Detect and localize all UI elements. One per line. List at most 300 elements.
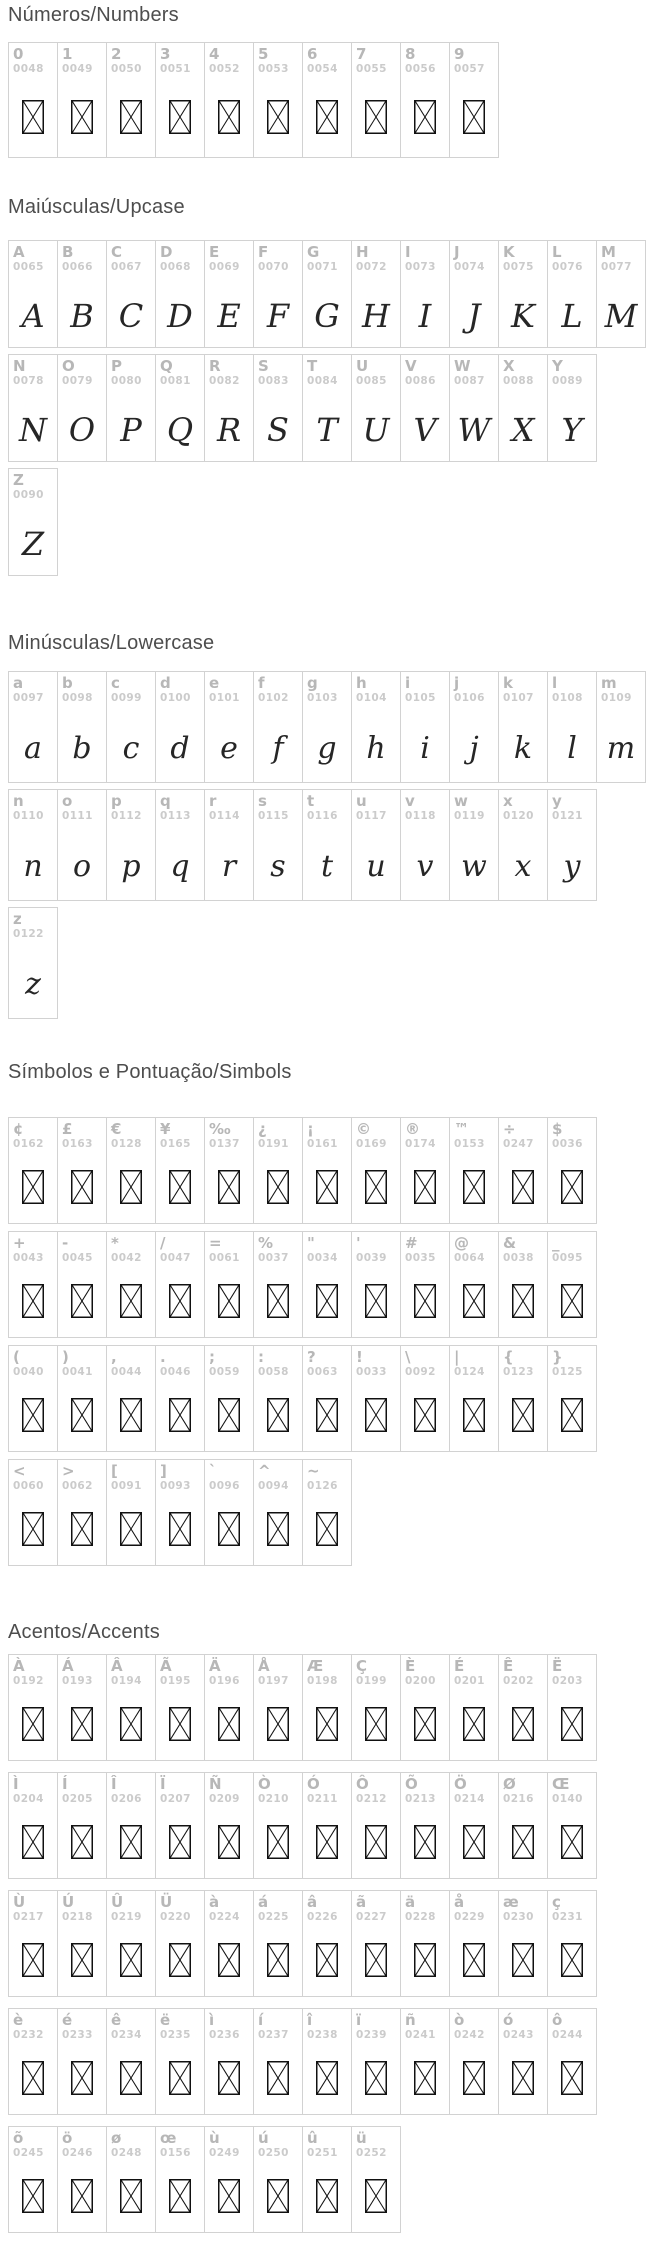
char-code: 0197: [258, 1675, 289, 1687]
script-glyph: a: [24, 730, 42, 766]
char-code: 0059: [209, 1366, 240, 1378]
glyph-preview: [499, 705, 547, 782]
missing-glyph-tofu-icon: [169, 1512, 191, 1546]
missing-glyph-box: [254, 2160, 302, 2232]
missing-glyph-tofu-icon: [561, 1284, 583, 1318]
char-code: 0193: [62, 1675, 93, 1687]
char-cell-0061: [204, 1231, 254, 1338]
char-code: 0218: [62, 1911, 93, 1923]
missing-glyph-box: [254, 1151, 302, 1223]
char-cell-0111: [57, 789, 107, 901]
char-cell-0124: [449, 1345, 499, 1452]
char-label: e: [209, 674, 220, 692]
char-code: 0077: [601, 261, 632, 273]
missing-glyph-box: [548, 1151, 596, 1223]
char-code: 0107: [503, 692, 534, 704]
char-code: 0104: [356, 692, 387, 704]
char-cell-0054: [302, 42, 352, 158]
missing-glyph-tofu-icon: [414, 1943, 436, 1977]
section-lowercase: [8, 632, 653, 1019]
char-code: 0038: [503, 1252, 534, 1264]
glyph-preview: [58, 823, 106, 900]
section-title-symbols: Símbolos e Pontuação/Simbols: [8, 1061, 292, 1083]
missing-glyph-tofu-icon: [71, 1398, 93, 1432]
char-label: å: [454, 1893, 465, 1911]
missing-glyph-box: [205, 1493, 253, 1565]
script-glyph: t: [320, 848, 334, 884]
char-cell-0072: [351, 240, 401, 348]
char-label: ;: [209, 1348, 215, 1366]
char-cell-0051: [155, 42, 205, 158]
char-cell-0047: [155, 1231, 205, 1338]
glyph-preview: [156, 274, 204, 347]
char-cell-0097: [8, 671, 58, 783]
missing-glyph-box: [401, 1806, 449, 1878]
char-cell-0053: [253, 42, 303, 158]
char-label: M: [601, 243, 616, 261]
glyph-preview: [254, 823, 302, 900]
char-code: 0205: [62, 1793, 93, 1805]
missing-glyph-box: [548, 2042, 596, 2114]
char-cell-0093: [155, 1459, 205, 1566]
char-cell-0101: [204, 671, 254, 783]
char-label: l: [552, 674, 558, 692]
char-cell-0195: [155, 1654, 205, 1761]
char-code: 0066: [62, 261, 93, 273]
char-cell-0050: [106, 42, 156, 158]
char-code: 0233: [62, 2029, 93, 2041]
char-label: 9: [454, 45, 465, 63]
char-code: 0213: [405, 1793, 436, 1805]
missing-glyph-tofu-icon: [22, 2061, 44, 2095]
missing-glyph-tofu-icon: [561, 1707, 583, 1741]
char-label: ê: [111, 2011, 122, 2029]
char-label: U: [356, 357, 369, 375]
section-symbols: [8, 1061, 653, 1566]
missing-glyph-tofu-icon: [71, 1512, 93, 1546]
char-label: =: [209, 1234, 222, 1252]
missing-glyph-box: [499, 1265, 547, 1337]
script-glyph: N: [19, 410, 47, 449]
glyph-preview: [597, 274, 645, 347]
char-label: Ô: [356, 1775, 369, 1793]
char-cell-0042: [106, 1231, 156, 1338]
char-label: Ø: [503, 1775, 516, 1793]
char-code: 0125: [552, 1366, 583, 1378]
missing-glyph-tofu-icon: [463, 1170, 485, 1204]
char-cell-0192: [8, 1654, 58, 1761]
char-code: 0082: [209, 375, 240, 387]
glyph-preview: [303, 274, 351, 347]
char-cell-0235: [155, 2008, 205, 2115]
char-code: 0242: [454, 2029, 485, 2041]
char-code: 0247: [503, 1138, 534, 1150]
char-cell-0156: [155, 2126, 205, 2233]
char-code: 0065: [13, 261, 44, 273]
char-cell-0137: [204, 1117, 254, 1224]
char-code: 0057: [454, 63, 485, 75]
missing-glyph-box: [107, 1265, 155, 1337]
char-cell-0085: [351, 354, 401, 462]
char-label: H: [356, 243, 369, 261]
glyph-preview: [548, 823, 596, 900]
missing-glyph-tofu-icon: [463, 1943, 485, 1977]
missing-glyph-tofu-icon: [316, 1512, 338, 1546]
missing-glyph-tofu-icon: [120, 100, 142, 134]
glyph-preview: [548, 274, 596, 347]
script-glyph: h: [366, 730, 386, 766]
missing-glyph-box: [303, 1924, 351, 1996]
char-label: Q: [160, 357, 173, 375]
char-code: 0096: [209, 1480, 240, 1492]
glyph-preview: [254, 388, 302, 461]
glyph-preview: [58, 388, 106, 461]
missing-glyph-box: [254, 1688, 302, 1760]
script-glyph: j: [469, 730, 479, 766]
char-cell-0125: [547, 1345, 597, 1452]
missing-glyph-box: [303, 1265, 351, 1337]
missing-glyph-box: [156, 1151, 204, 1223]
char-cell-0037: [253, 1231, 303, 1338]
char-code: 0095: [552, 1252, 583, 1264]
script-glyph: l: [567, 730, 577, 766]
char-code: 0250: [258, 2147, 289, 2159]
script-glyph: X: [511, 410, 535, 449]
char-label: Í: [62, 1775, 68, 1793]
char-label: æ: [503, 1893, 519, 1911]
char-code: 0236: [209, 2029, 240, 2041]
char-label: -: [62, 1234, 69, 1252]
char-cell-0044: [106, 1345, 156, 1452]
char-row: [8, 1772, 653, 1879]
char-code: 0156: [160, 2147, 191, 2159]
script-glyph: Y: [561, 410, 583, 449]
missing-glyph-tofu-icon: [316, 2179, 338, 2213]
char-label: ): [62, 1348, 69, 1366]
missing-glyph-tofu-icon: [316, 1284, 338, 1318]
char-code: 0081: [160, 375, 191, 387]
char-code: 0122: [13, 928, 44, 940]
char-row: [8, 1231, 653, 1338]
char-label: à: [209, 1893, 220, 1911]
char-label: 8: [405, 45, 416, 63]
char-code: 0252: [356, 2147, 387, 2159]
char-code: 0076: [552, 261, 583, 273]
char-cell-0196: [204, 1654, 254, 1761]
char-cell-0036: [547, 1117, 597, 1224]
missing-glyph-tofu-icon: [414, 1825, 436, 1859]
missing-glyph-box: [499, 1924, 547, 1996]
missing-glyph-tofu-icon: [120, 2061, 142, 2095]
char-row: [8, 1890, 653, 1997]
char-cell-0227: [351, 1890, 401, 1997]
missing-glyph-box: [107, 1688, 155, 1760]
char-cell-0086: [400, 354, 450, 462]
char-label: á: [258, 1893, 269, 1911]
missing-glyph-tofu-icon: [414, 1398, 436, 1432]
glyph-preview: [156, 823, 204, 900]
char-label: +: [13, 1234, 26, 1252]
char-cell-0165: [155, 1117, 205, 1224]
missing-glyph-box: [205, 2042, 253, 2114]
missing-glyph-tofu-icon: [71, 1284, 93, 1318]
missing-glyph-tofu-icon: [267, 1943, 289, 1977]
glyph-preview: [58, 274, 106, 347]
char-cell-0048: [8, 42, 58, 158]
char-label: ç: [552, 1893, 561, 1911]
script-glyph: L: [561, 296, 583, 335]
missing-glyph-box: [9, 2160, 57, 2232]
missing-glyph-box: [205, 1151, 253, 1223]
char-code: 0234: [111, 2029, 142, 2041]
missing-glyph-tofu-icon: [267, 100, 289, 134]
char-label: $: [552, 1120, 563, 1138]
char-cell-0121: [547, 789, 597, 901]
char-cell-0126: [302, 1459, 352, 1566]
char-cell-0122: [8, 907, 58, 1019]
char-code: 0054: [307, 63, 338, 75]
missing-glyph-tofu-icon: [120, 1825, 142, 1859]
char-label: v: [405, 792, 415, 810]
char-label: <: [13, 1462, 26, 1480]
char-label: \: [405, 1348, 411, 1366]
char-label: Ï: [160, 1775, 166, 1793]
char-code: 0206: [111, 1793, 142, 1805]
char-code: 0200: [405, 1675, 436, 1687]
char-label: _: [552, 1234, 560, 1252]
script-glyph: M: [604, 296, 638, 335]
char-label: ]: [160, 1462, 167, 1480]
char-label: O: [62, 357, 75, 375]
char-label: Ú: [62, 1893, 75, 1911]
char-code: 0101: [209, 692, 240, 704]
char-cell-0246: [57, 2126, 107, 2233]
char-label: è: [13, 2011, 24, 2029]
char-cell-0234: [106, 2008, 156, 2115]
glyph-preview: [401, 823, 449, 900]
glyph-preview: [107, 388, 155, 461]
char-label: p: [111, 792, 122, 810]
missing-glyph-box: [107, 76, 155, 157]
char-label: G: [307, 243, 320, 261]
char-code: 0041: [62, 1366, 93, 1378]
char-code: 0153: [454, 1138, 485, 1150]
missing-glyph-box: [58, 76, 106, 157]
missing-glyph-box: [352, 1924, 400, 1996]
char-code: 0084: [307, 375, 338, 387]
missing-glyph-box: [107, 1379, 155, 1451]
char-code: 0243: [503, 2029, 534, 2041]
missing-glyph-tofu-icon: [463, 1398, 485, 1432]
char-cell-0108: [547, 671, 597, 783]
missing-glyph-box: [303, 1688, 351, 1760]
char-cell-0035: [400, 1231, 450, 1338]
char-code: 0106: [454, 692, 485, 704]
missing-glyph-box: [401, 1151, 449, 1223]
char-label: :: [258, 1348, 264, 1366]
script-glyph: b: [72, 730, 92, 766]
char-cell-0248: [106, 2126, 156, 2233]
char-code: 0053: [258, 63, 289, 75]
char-label: Œ: [552, 1775, 570, 1793]
char-cell-0039: [351, 1231, 401, 1338]
char-row: [8, 1459, 653, 1566]
char-code: 0216: [503, 1793, 534, 1805]
char-label: .: [160, 1348, 166, 1366]
char-cell-0069: [204, 240, 254, 348]
char-label: W: [454, 357, 471, 375]
char-cell-0091: [106, 1459, 156, 1566]
missing-glyph-tofu-icon: [218, 1943, 240, 1977]
char-code: 0119: [454, 810, 485, 822]
char-label: %: [258, 1234, 274, 1252]
char-row: [8, 1654, 653, 1761]
missing-glyph-tofu-icon: [218, 1398, 240, 1432]
char-cell-0057: [449, 42, 499, 158]
missing-glyph-tofu-icon: [218, 1707, 240, 1741]
missing-glyph-box: [303, 1151, 351, 1223]
char-label: ‰: [209, 1120, 231, 1138]
char-cell-0241: [400, 2008, 450, 2115]
char-code: 0201: [454, 1675, 485, 1687]
char-label: >: [62, 1462, 75, 1480]
char-cell-0081: [155, 354, 205, 462]
char-code: 0110: [13, 810, 44, 822]
missing-glyph-box: [548, 1379, 596, 1451]
char-code: 0118: [405, 810, 436, 822]
char-label: û: [307, 2129, 318, 2147]
missing-glyph-tofu-icon: [414, 2061, 436, 2095]
missing-glyph-tofu-icon: [169, 100, 191, 134]
char-label: c: [111, 674, 120, 692]
missing-glyph-box: [58, 1265, 106, 1337]
char-label: 3: [160, 45, 171, 63]
char-cell-0201: [449, 1654, 499, 1761]
missing-glyph-tofu-icon: [316, 1825, 338, 1859]
glyph-preview: [499, 823, 547, 900]
char-cell-0106: [449, 671, 499, 783]
char-label: Ê: [503, 1657, 514, 1675]
glyph-preview: [450, 823, 498, 900]
char-label: ™: [454, 1120, 469, 1138]
missing-glyph-box: [303, 1806, 351, 1878]
char-cell-0102: [253, 671, 303, 783]
char-label: ä: [405, 1893, 416, 1911]
script-glyph: w: [461, 848, 487, 884]
script-glyph: W: [457, 410, 491, 449]
missing-glyph-tofu-icon: [22, 1170, 44, 1204]
char-cell-0043: [8, 1231, 58, 1338]
char-label: @: [454, 1234, 469, 1252]
missing-glyph-box: [401, 76, 449, 157]
char-code: 0103: [307, 692, 338, 704]
missing-glyph-tofu-icon: [22, 1398, 44, 1432]
missing-glyph-tofu-icon: [169, 1398, 191, 1432]
missing-glyph-box: [548, 1806, 596, 1878]
char-code: 0204: [13, 1793, 44, 1805]
char-code: 0098: [62, 692, 93, 704]
char-label: ¢: [13, 1120, 24, 1138]
char-label: ¡: [307, 1120, 314, 1138]
char-cell-0226: [302, 1890, 352, 1997]
script-glyph: g: [317, 730, 337, 766]
char-code: 0228: [405, 1911, 436, 1923]
missing-glyph-tofu-icon: [512, 1284, 534, 1318]
char-cell-0112: [106, 789, 156, 901]
char-label: Å: [258, 1657, 270, 1675]
char-label: |: [454, 1348, 460, 1366]
missing-glyph-box: [156, 1806, 204, 1878]
char-row: [8, 1345, 653, 1452]
char-label: ö: [62, 2129, 73, 2147]
char-code: 0117: [356, 810, 387, 822]
missing-glyph-box: [58, 1493, 106, 1565]
glyph-preview: [205, 705, 253, 782]
missing-glyph-box: [156, 1493, 204, 1565]
char-label: f: [258, 674, 265, 692]
char-cell-0052: [204, 42, 254, 158]
char-label: [: [111, 1462, 118, 1480]
char-label: ô: [552, 2011, 563, 2029]
char-label: &: [503, 1234, 517, 1252]
char-cell-0251: [302, 2126, 352, 2233]
char-code: 0088: [503, 375, 534, 387]
script-glyph: c: [122, 730, 140, 766]
char-label: Ã: [160, 1657, 172, 1675]
char-label: R: [209, 357, 221, 375]
char-label: Û: [111, 1893, 124, 1911]
missing-glyph-tofu-icon: [414, 1170, 436, 1204]
char-cell-0063: [302, 1345, 352, 1452]
glyph-preview: [107, 705, 155, 782]
missing-glyph-box: [9, 1379, 57, 1451]
missing-glyph-box: [303, 2042, 351, 2114]
char-code: 0033: [356, 1366, 387, 1378]
char-label: J: [454, 243, 460, 261]
char-label: î: [307, 2011, 313, 2029]
char-cell-0191: [253, 1117, 303, 1224]
missing-glyph-box: [254, 76, 302, 157]
missing-glyph-box: [401, 2042, 449, 2114]
char-code: 0035: [405, 1252, 436, 1264]
char-code: 0209: [209, 1793, 240, 1805]
char-row: [8, 468, 653, 576]
char-cell-0213: [400, 1772, 450, 1879]
char-cell-0088: [498, 354, 548, 462]
char-cell-0239: [351, 2008, 401, 2115]
missing-glyph-box: [156, 2160, 204, 2232]
char-code: 0123: [503, 1366, 534, 1378]
missing-glyph-tofu-icon: [22, 1707, 44, 1741]
missing-glyph-tofu-icon: [169, 1707, 191, 1741]
char-cell-0162: [8, 1117, 58, 1224]
char-label: À: [13, 1657, 25, 1675]
missing-glyph-tofu-icon: [71, 2061, 93, 2095]
char-cell-0083: [253, 354, 303, 462]
char-label: m: [601, 674, 617, 692]
char-cell-0107: [498, 671, 548, 783]
char-label: b: [62, 674, 73, 692]
char-code: 0116: [307, 810, 338, 822]
char-label: í: [258, 2011, 264, 2029]
char-label: ò: [454, 2011, 465, 2029]
char-code: 0194: [111, 1675, 142, 1687]
missing-glyph-tofu-icon: [365, 1398, 387, 1432]
char-cell-0211: [302, 1772, 352, 1879]
char-code: 0051: [160, 63, 191, 75]
missing-glyph-tofu-icon: [463, 1284, 485, 1318]
script-glyph: x: [514, 848, 532, 884]
